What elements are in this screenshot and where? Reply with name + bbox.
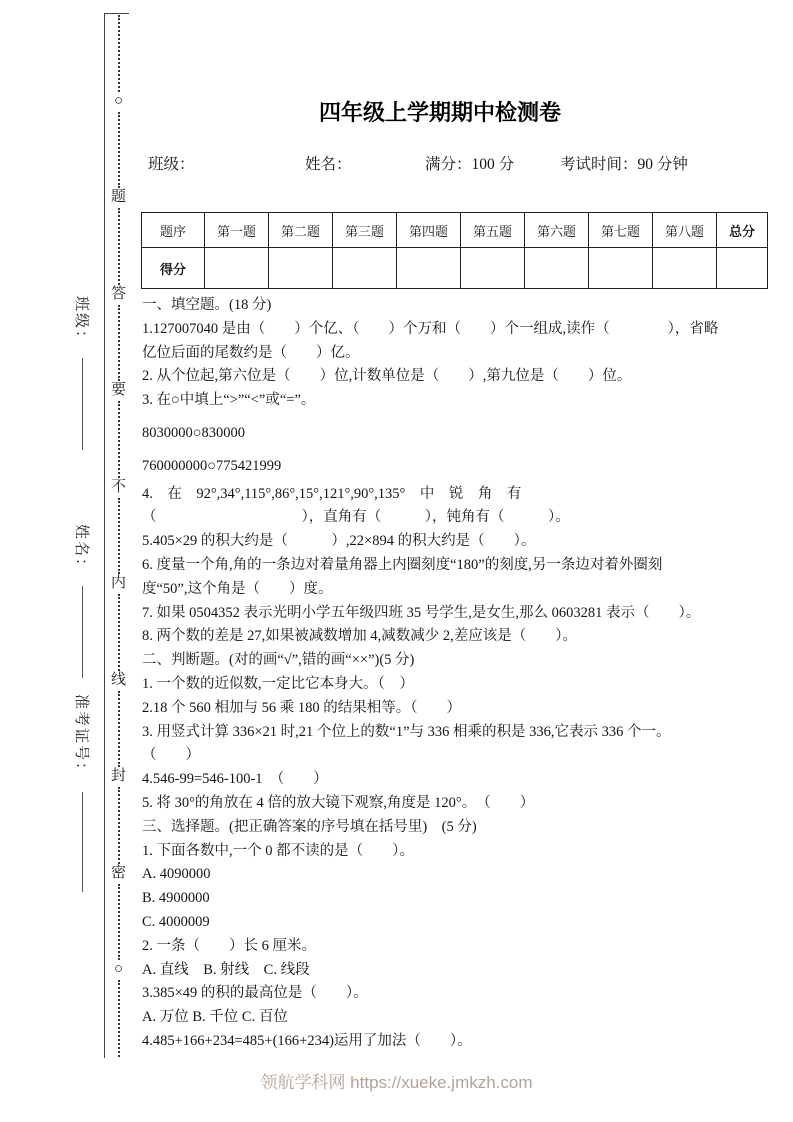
score-table-column-header: 第五题 [461,213,525,248]
exam-line: C. 4000009 [142,913,210,930]
score-table-score-label: 得分 [142,248,205,289]
exam-line: 6. 度量一个角,角的一条边对着量角器上内圈刻度“180”的刻度,另一条边对着外圈刻 [142,556,663,573]
seal-char: 内 [110,575,126,592]
exam-line: 1. 一个数的近似数,一定比它本身大。（ ） [142,675,414,692]
seal-char: 要 [110,382,126,399]
exam-line: 7. 如果 0504352 表示光明小学五年级四班 35 号学生,是女生,那么 0603281 表示（ ）。 [142,604,701,621]
seal-line-column [110,13,127,1059]
exam-line: 4. 在 92°,34°,115°,86°,15°,121°,90°,135° 中 锐 角 有 [142,485,522,502]
score-table [141,212,768,289]
section-heading: 三、选择题。(把正确答案的序号填在括号里) (5 分) [142,818,477,835]
exam-line: 2. 从个位起,第六位是（ ）位,计数单位是（ ）,第九位是（ ）位。 [142,368,632,385]
seal-class-writing-line [82,358,83,450]
exam-line: 2. 一条（ ）长 6 厘米。 [142,937,316,954]
exam-line: 8030000○830000 [142,424,246,441]
score-table-column-header: 第一题 [205,213,269,248]
score-table-empty-cell [589,248,653,289]
score-table-column-header: 第七题 [589,213,653,248]
seal-char: 线 [110,671,126,688]
seal-char: 封 [110,768,126,785]
exam-line: 1. 下面各数中,一个 0 都不读的是（ ）。 [142,842,414,859]
score-table-empty-cell [717,248,768,289]
score-table-empty-cell [205,248,269,289]
seal-dotted-segment [118,691,120,768]
exam-line: 8. 两个数的差是 27,如果被减数增加 4,减数减少 2,差应该是（ ）。 [142,628,577,645]
exam-line: B. 4900000 [142,890,210,907]
score-table-column-header: 第二题 [269,213,333,248]
exam-line: A. 万位 B. 千位 C. 百位 [142,1009,288,1026]
seal-dotted-segment [118,980,120,1057]
footer-watermark: 领航学科网 https://xueke.jmkzh.com [260,1073,533,1092]
full-score-label: 满分：100 分 [425,156,515,173]
exam-line: A. 4090000 [142,866,211,883]
section-heading: 二、判断题。(对的画“√”,错的画“××”)(5 分) [142,652,415,669]
score-table-column-header: 第六题 [525,213,589,248]
exam-line: 4.546-99=546-100-1 （ ） [142,771,328,788]
exam-line: 3. 在○中填上“>”“<”或“=”。 [142,392,316,409]
exam-line: 5. 将 30°的角放在 4 倍的放大镜下观察,角度是 120°。 （ ） [142,794,535,811]
exam-line: 5.405×29 的积大约是（ ）,22×894 的积大约是（ ）。 [142,533,536,550]
seal-class-label: 班级： [73,296,89,348]
exam-line: 度“50”,这个角是（ ）度。 [142,580,333,597]
seal-dotted-segment [118,884,120,961]
exam-line: 亿位后面的尾数约是（ ）亿。 [142,344,360,361]
seal-circle-mark: ○ [113,92,124,109]
seal-dotted-segment [118,498,120,575]
score-table-column-header: 第八题 [653,213,717,248]
section-heading: 一、填空题。(18 分) [142,297,272,313]
score-table-column-header: 第三题 [333,213,397,248]
score-table-score-row [142,248,768,289]
seal-dotted-segment [118,305,120,382]
seal-circle-mark: ○ [113,961,124,978]
class-field-label: 班级： [148,156,195,173]
score-table-empty-cell [461,248,525,289]
seal-dotted-segment [118,787,120,864]
exam-line: 760000000○775421999 [142,457,282,474]
score-table-header-row [142,213,768,248]
seal-dotted-segment [118,594,120,671]
exam-line: 1.127007040 是由（ ）个亿、（ ）个万和（ ）个一组成,读作（ ），省略 [142,320,719,337]
seal-exam-number-writing-line [82,792,83,892]
exam-line: （ ） [142,747,200,764]
seal-char: 答 [110,285,126,302]
seal-dotted-segment [118,401,120,478]
seal-dotted-segment [118,15,120,92]
seal-char: 不 [110,478,126,495]
score-table-empty-cell [653,248,717,289]
seal-char: 密 [110,864,126,881]
exam-line: 3.385×49 的积的最高位是（ ）。 [142,985,368,1002]
score-table-empty-cell [525,248,589,289]
score-table-total-header: 总分 [717,213,768,248]
seal-char: 题 [110,189,126,206]
seal-dotted-segment [118,112,120,189]
score-table-column-header: 第四题 [397,213,461,248]
score-table-corner-cell: 题序 [142,213,205,248]
score-table-empty-cell [397,248,461,289]
exam-body [142,294,792,1054]
exam-time-label: 考试时间：90 分钟 [560,156,688,173]
exam-line: A. 直线 B. 射线 C. 线段 [142,961,310,978]
seal-name-writing-line [82,586,83,678]
seal-exam-number-label: 准考证号： [73,694,89,780]
score-table-empty-cell [333,248,397,289]
exam-line: 3. 用竖式计算 336×21 时,21 个位上的数“1”与 336 相乘的积是 336,它表示 336 个一。 [142,723,671,740]
seal-name-label: 姓名： [73,524,89,576]
exam-line: （ ），直角有（ ），钝角有（ ）。 [142,509,570,526]
score-table-empty-cell [269,248,333,289]
exam-line: 2.18 个 560 相加与 56 乘 180 的结果相等。（ ） [142,699,461,716]
exam-info-row [148,152,748,174]
seal-dotted-segment [118,208,120,285]
page-title: 四年级上学期期中检测卷 [318,100,561,125]
exam-line: 4.485+166+234=485+(166+234)运用了加法（ ）。 [142,1032,472,1049]
name-field-label: 姓名： [305,156,352,173]
